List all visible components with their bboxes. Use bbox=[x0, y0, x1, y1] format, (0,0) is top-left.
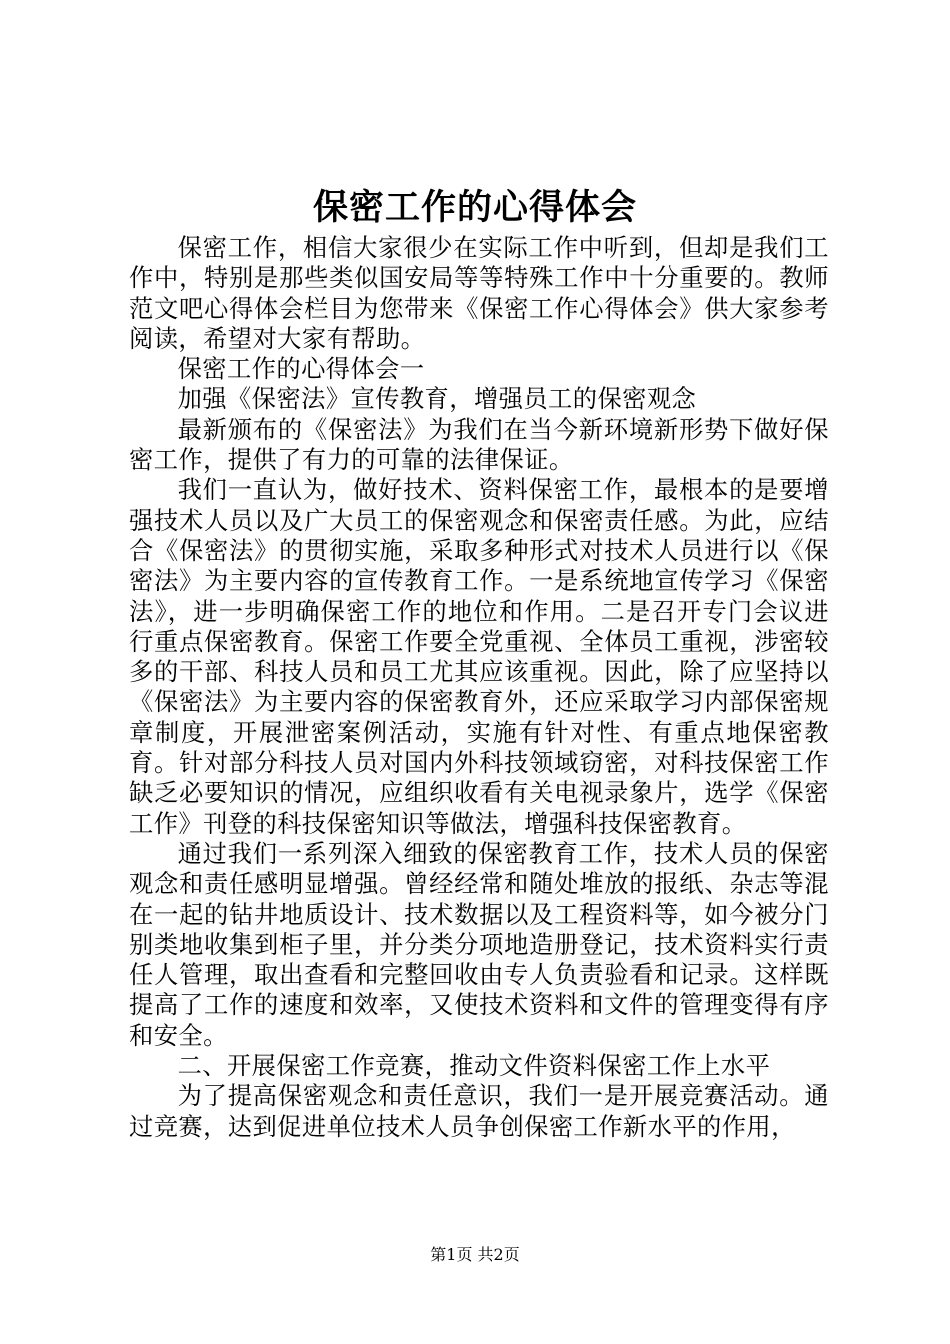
section-heading: 保密工作的心得体会一 bbox=[177, 354, 425, 384]
subsection-heading: 加强《保密法》宣传教育，增强员工的保密观念 bbox=[177, 384, 697, 414]
paragraph: 最新颁布的《保密法》为我们在当今新环境新形势下做好保密工作，提供了有力的可靠的法律保证。 bbox=[129, 414, 829, 475]
paragraph: 通过我们一系列深入细致的保密教育工作，技术人员的保密观念和责任感明显增强。曾经经常和随处堆放的报纸、杂志等混在一起的钻井地质设计、技术数据以及工程资料等，如今被分门别类地收集到柜子里，并分类分项地造册登记，技术资料实行责任人管理，取出查看和完整回收由专人负责验看和记录。这样既提高了工作的速度和效率，又使技术资料和文件的管理变得有序和安全。 bbox=[129, 838, 829, 1050]
document-body bbox=[129, 233, 829, 1142]
paragraph: 保密工作，相信大家很少在实际工作中听到，但却是我们工作中，特别是那些类似国安局等等特殊工作中十分重要的。教师范文吧心得体会栏目为您带来《保密工作心得体会》供大家参考阅读，希望对大家有帮助。 bbox=[129, 233, 829, 353]
page-footer: 第1页 共2页 bbox=[430, 1245, 520, 1264]
paragraph: 我们一直认为，做好技术、资料保密工作，最根本的是要增强技术人员以及广大员工的保密观念和保密责任感。为此，应结合《保密法》的贯彻实施，采取多种形式对技术人员进行以《保密法》为主要内容的宣传教育工作。一是系统地宣传学习《保密法》，进一步明确保密工作的地位和作用。二是召开专门会议进行重点保密教育。保密工作要全党重视、全体员工重视，涉密较多的干部、科技人员和员工尤其应该重视。因此，除了应坚持以《保密法》为主要内容的保密教育外，还应采取学习内部保密规章制度，开展泄密案例活动，实施有针对性、有重点地保密教育。针对部分科技人员对国内外科技领域窃密，对科技保密工作缺乏必要知识的情况，应组织收看有关电视录象片，选学《保密工作》刊登的科技保密知识等做法，增强科技保密教育。 bbox=[129, 475, 829, 838]
subsection-heading: 二、开展保密工作竞赛，推动文件资料保密工作上水平 bbox=[177, 1051, 771, 1081]
paragraph: 为了提高保密观念和责任意识，我们一是开展竞赛活动。通过竞赛，达到促进单位技术人员争创保密工作新水平的作用， bbox=[129, 1081, 829, 1141]
document-title: 保密工作的心得体会 bbox=[312, 187, 637, 228]
